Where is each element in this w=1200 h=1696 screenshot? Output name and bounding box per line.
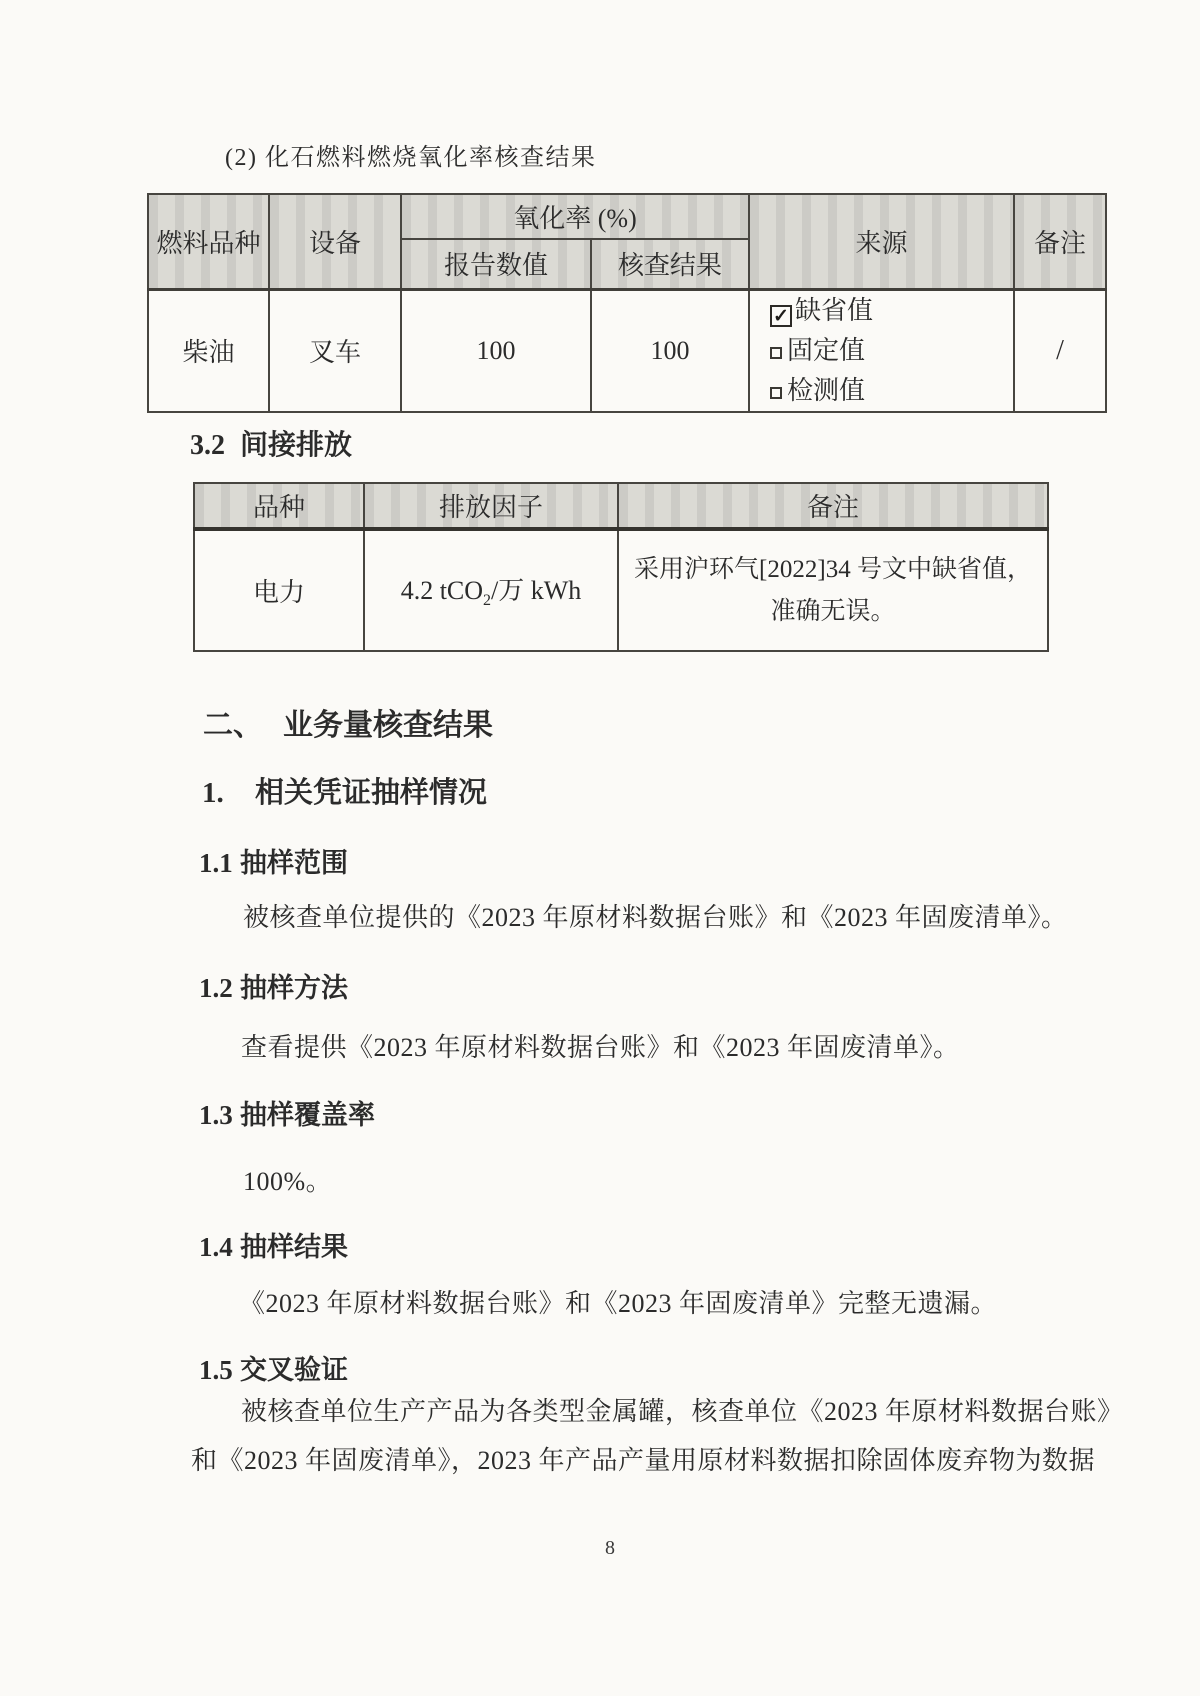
- factor-cell: [364, 529, 618, 651]
- source-cell: [749, 289, 1014, 412]
- subsection-title-text: 抽样覆盖率: [240, 1100, 375, 1130]
- subsection-number: 1.5: [199, 1355, 233, 1385]
- source-option-fixed: [770, 331, 1013, 371]
- type-cell: 电力: [194, 529, 364, 651]
- checked-checkbox-icon: ✓: [770, 305, 792, 327]
- oxidation-rate-table: [147, 193, 1107, 413]
- section-number: 3.2: [190, 430, 225, 461]
- subsection-heading-1-3: [199, 1093, 375, 1132]
- verified-result-header: 核查结果: [591, 239, 749, 289]
- source-option-label: 固定值: [787, 335, 866, 365]
- source-option-label: 缺省值: [795, 295, 874, 325]
- factor-subscript: 2: [483, 592, 492, 610]
- subsection-number: 1.4: [199, 1232, 233, 1262]
- paragraph-1-5-line-2: 和《2023 年固废清单》，2023 年产品产量用原材料数据扣除固体废弃物为数据: [191, 1446, 1096, 1475]
- paragraph-1-1: 被核查单位提供的《2023 年原材料数据台账》和《2023 年固废清单》。: [243, 903, 1068, 932]
- verified-result-cell: 100: [591, 289, 749, 412]
- equipment-cell: 叉车: [269, 289, 401, 412]
- factor-header: 排放因子: [364, 483, 618, 529]
- subsection-number: 1.3: [199, 1100, 233, 1130]
- paragraph-1-3: 100%。: [243, 1167, 333, 1196]
- subsection-heading-1-2: [199, 966, 348, 1005]
- reported-value-cell: 100: [401, 289, 591, 412]
- fuel-type-header: 燃料品种: [148, 194, 269, 289]
- source-option-label: 检测值: [787, 375, 866, 405]
- section-title-text: 相关凭证抽样情况: [255, 777, 488, 809]
- oxidation-rate-header: 氧化率 (%): [401, 194, 749, 239]
- section-heading-2: [203, 700, 493, 744]
- subsection-number: 1.1: [199, 848, 233, 878]
- paragraph-1-5-line-1: 被核查单位生产产品为各类型金属罐，核查单位《2023 年原材料数据台账》: [241, 1397, 1124, 1426]
- section-heading-1: [202, 770, 487, 811]
- remark-cell: 采用沪环气[2022]34 号文中缺省值，准确无误。: [618, 529, 1048, 651]
- section-number: 1.: [202, 777, 224, 809]
- subsection-title-text: 抽样结果: [240, 1232, 348, 1262]
- remark-header: 备注: [1014, 194, 1106, 289]
- factor-unit: /万 kWh: [491, 576, 582, 606]
- source-option-default: [770, 291, 1013, 331]
- subsection-title-text: 抽样范围: [240, 848, 348, 878]
- source-option-measured: [770, 371, 1013, 411]
- fuel-type-cell: 柴油: [148, 289, 269, 412]
- equipment-header: 设备: [269, 194, 401, 289]
- remark-cell: /: [1014, 289, 1106, 412]
- source-header: 来源: [749, 194, 1014, 289]
- paragraph-1-2: 查看提供《2023 年原材料数据台账》和《2023 年固废清单》。: [241, 1033, 960, 1062]
- subsection-title-text: 交叉验证: [240, 1355, 348, 1385]
- reported-value-header: 报告数值: [401, 239, 591, 289]
- subsection-number: 1.2: [199, 973, 233, 1003]
- factor-value: 4.2 tCO: [400, 576, 484, 606]
- unchecked-checkbox-icon: [770, 347, 782, 359]
- subsection-heading-1-5: [199, 1348, 348, 1387]
- remark-header: 备注: [618, 483, 1048, 529]
- subsection-title-text: 抽样方法: [240, 973, 348, 1003]
- section-title-text: 间接排放: [240, 430, 353, 461]
- section-heading-3-2: [190, 423, 352, 463]
- section-number: 二、: [203, 709, 263, 742]
- section-title-text: 业务量核查结果: [283, 709, 493, 742]
- unchecked-checkbox-icon: [770, 387, 782, 399]
- paragraph-1-4: 《2023 年原材料数据台账》和《2023 年固废清单》完整无遗漏。: [239, 1289, 998, 1318]
- page-number: 8: [605, 1537, 615, 1559]
- subsection-heading-1-4: [199, 1225, 348, 1264]
- type-header: 品种: [194, 483, 364, 529]
- subsection-heading-1-1: [199, 841, 348, 880]
- indirect-emission-table: [193, 482, 1049, 652]
- oxidation-results-title: (2) 化石燃料燃烧氧化率核查结果: [225, 145, 597, 171]
